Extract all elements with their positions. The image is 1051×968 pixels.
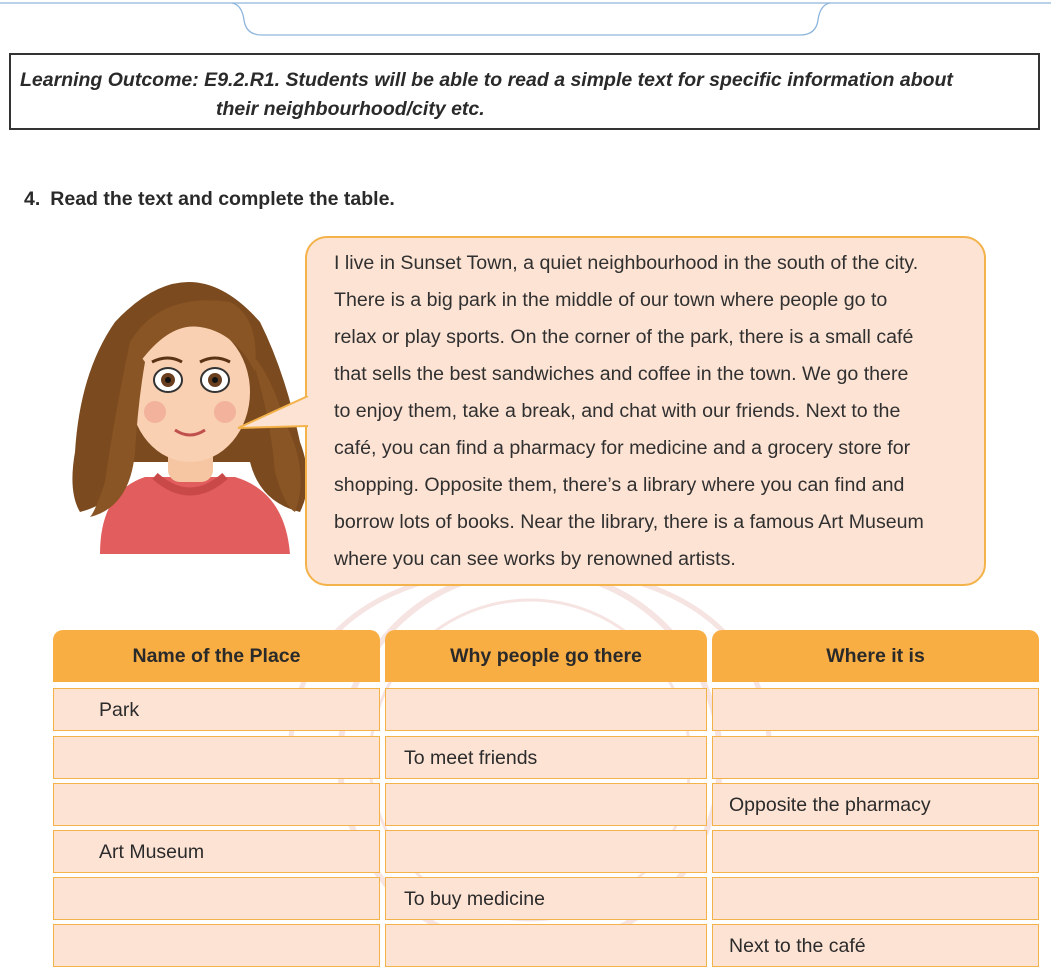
- table-cell[interactable]: [53, 736, 380, 779]
- table-header-place: Name of the Place: [53, 630, 380, 682]
- table-cell[interactable]: [385, 783, 707, 826]
- question-instruction: Read the text and complete the table.: [50, 188, 395, 210]
- learning-outcome-text: Learning Outcome: E9.2.R1. Students will be able to read a simple text for specific information about: [20, 69, 953, 91]
- passage-line: I live in Sunset Town, a quiet neighbourhood in the south of the city.: [334, 252, 919, 274]
- table-cell[interactable]: [712, 688, 1039, 731]
- table-cell[interactable]: Art Museum: [53, 830, 380, 873]
- table-cell[interactable]: [712, 877, 1039, 920]
- passage-line: café, you can find a pharmacy for medicine and a grocery store for: [334, 437, 911, 459]
- table-cell[interactable]: Next to the café: [712, 924, 1039, 967]
- passage-line: to enjoy them, take a break, and chat with our friends. Next to the: [334, 400, 901, 422]
- table-cell[interactable]: Opposite the pharmacy: [712, 783, 1039, 826]
- passage-speech-bubble: [305, 236, 986, 586]
- table-cell[interactable]: [53, 783, 380, 826]
- passage-line: that sells the best sandwiches and coffee in the town. We go there: [334, 363, 909, 385]
- speech-bubble-tail: [236, 396, 310, 436]
- passage-line: where you can see works by renowned artists.: [334, 548, 736, 570]
- table-cell[interactable]: [712, 736, 1039, 779]
- passage-text: [334, 245, 974, 578]
- table-cell[interactable]: [385, 688, 707, 731]
- table-cell[interactable]: [385, 924, 707, 967]
- learning-outcome-text-continued: their neighbourhood/city etc.: [216, 98, 485, 120]
- passage-line: There is a big park in the middle of our town where people go to: [334, 289, 888, 311]
- table-header-location: Where it is: [712, 630, 1039, 682]
- table-cell[interactable]: [53, 877, 380, 920]
- passage-line: shopping. Opposite them, there’s a library where you can find and: [334, 474, 905, 496]
- table-header-reason: Why people go there: [385, 630, 707, 682]
- passage-line: borrow lots of books. Near the library, there is a famous Art Museum: [334, 511, 924, 533]
- page-header-decoration: [0, 0, 1051, 40]
- table-cell[interactable]: To meet friends: [385, 736, 707, 779]
- table-cell[interactable]: [712, 830, 1039, 873]
- table-cell[interactable]: [385, 830, 707, 873]
- question-heading: [24, 188, 395, 211]
- table-cell[interactable]: To buy medicine: [385, 877, 707, 920]
- passage-line: relax or play sports. On the corner of the park, there is a small café: [334, 326, 914, 348]
- table-cell[interactable]: Park: [53, 688, 380, 731]
- learning-outcome-box: [9, 53, 1040, 130]
- question-number: 4.: [24, 188, 41, 210]
- table-cell[interactable]: [53, 924, 380, 967]
